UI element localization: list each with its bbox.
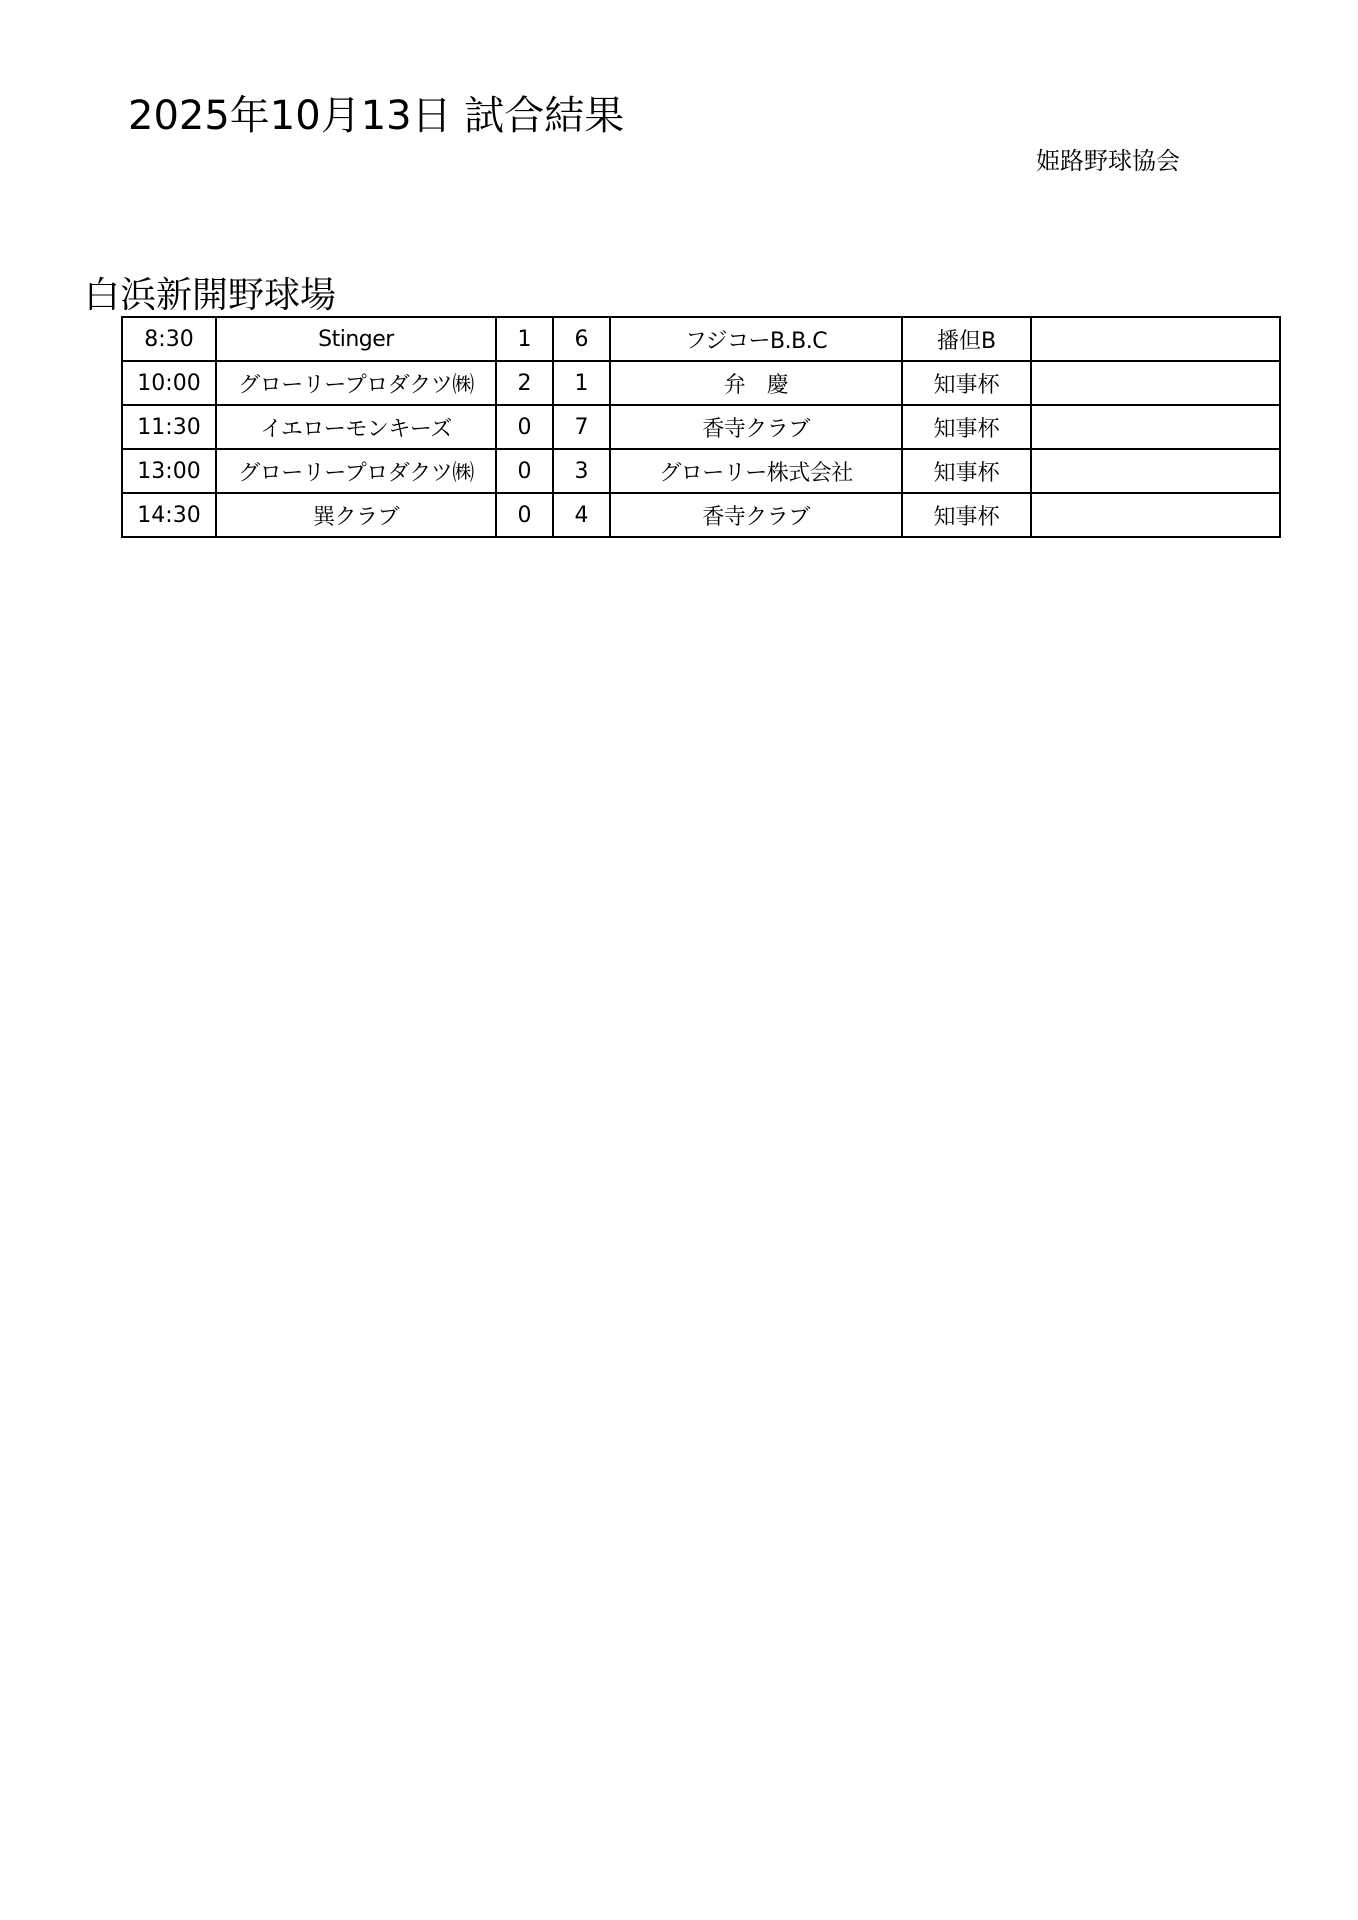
table-row bbox=[122, 317, 1280, 361]
home-team: 巽クラブ bbox=[216, 493, 496, 537]
away-team: グローリー株式会社 bbox=[610, 449, 902, 493]
away-team: 弁 慶 bbox=[610, 361, 902, 405]
game-category: 知事杯 bbox=[902, 405, 1031, 449]
home-team: グローリープロダクツ㈱ bbox=[216, 361, 496, 405]
table-row bbox=[122, 493, 1280, 537]
organization-name: 姫路野球協会 bbox=[1036, 147, 1180, 175]
game-category: 播但B bbox=[902, 317, 1031, 361]
venue-heading: 白浜新開野球場 bbox=[84, 275, 337, 316]
away-score: 6 bbox=[553, 317, 610, 361]
away-team: フジコーB.B.C bbox=[610, 317, 902, 361]
home-team: Stinger bbox=[216, 317, 496, 361]
game-note bbox=[1031, 361, 1280, 405]
game-time: 13:00 bbox=[122, 449, 216, 493]
game-time: 14:30 bbox=[122, 493, 216, 537]
game-time: 8:30 bbox=[122, 317, 216, 361]
away-team: 香寺クラブ bbox=[610, 405, 902, 449]
home-team: イエローモンキーズ bbox=[216, 405, 496, 449]
page-title: 2025年10月13日 試合結果 bbox=[128, 93, 625, 139]
game-category: 知事杯 bbox=[902, 449, 1031, 493]
home-score: 2 bbox=[496, 361, 553, 405]
home-score: 0 bbox=[496, 449, 553, 493]
away-score: 1 bbox=[553, 361, 610, 405]
game-category: 知事杯 bbox=[902, 493, 1031, 537]
home-score: 0 bbox=[496, 405, 553, 449]
game-time: 11:30 bbox=[122, 405, 216, 449]
table-row bbox=[122, 361, 1280, 405]
away-score: 4 bbox=[553, 493, 610, 537]
away-score: 7 bbox=[553, 405, 610, 449]
home-team: グローリープロダクツ㈱ bbox=[216, 449, 496, 493]
game-note bbox=[1031, 449, 1280, 493]
away-team: 香寺クラブ bbox=[610, 493, 902, 537]
game-note bbox=[1031, 317, 1280, 361]
home-score: 1 bbox=[496, 317, 553, 361]
game-time: 10:00 bbox=[122, 361, 216, 405]
game-note bbox=[1031, 493, 1280, 537]
table-row bbox=[122, 449, 1280, 493]
home-score: 0 bbox=[496, 493, 553, 537]
game-note bbox=[1031, 405, 1280, 449]
away-score: 3 bbox=[553, 449, 610, 493]
table-row bbox=[122, 405, 1280, 449]
results-table bbox=[121, 316, 1281, 538]
game-category: 知事杯 bbox=[902, 361, 1031, 405]
